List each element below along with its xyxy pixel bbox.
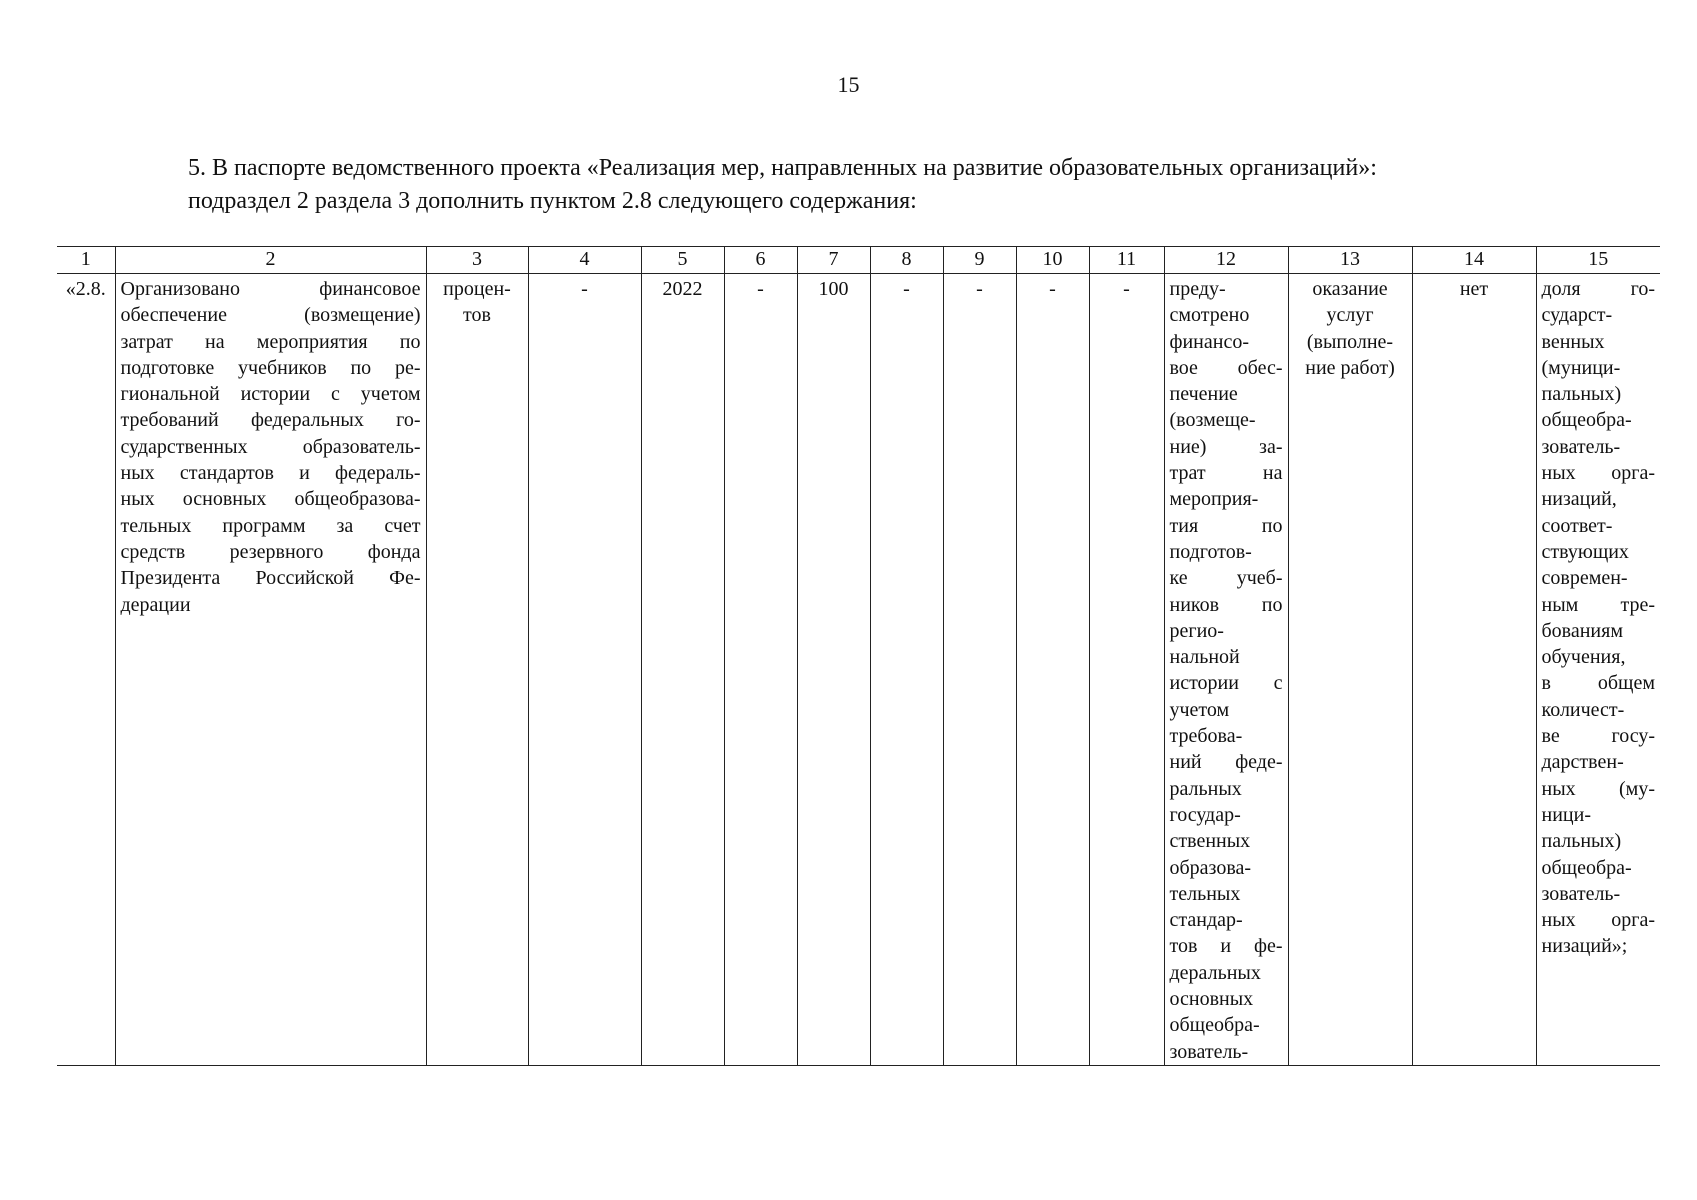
cell-line: затрат на мероприятия по (120, 330, 421, 353)
cell-line: истории с (1169, 672, 1283, 695)
cell-indicator (1536, 274, 1660, 1066)
cell-line: ний феде- (1169, 751, 1283, 774)
cell-line: ве госу- (1541, 725, 1655, 748)
cell-result-type (1288, 274, 1412, 1066)
cell-line: ников по (1169, 593, 1283, 616)
column-header-7: 7 (797, 247, 870, 274)
cell-result-name (115, 274, 426, 1066)
cell-line: оказание (1312, 278, 1388, 300)
column-header-9: 9 (943, 247, 1016, 274)
cell-col10: - (1016, 274, 1089, 1066)
cell-col11: - (1089, 274, 1164, 1066)
cell-col14: нет (1412, 274, 1536, 1066)
column-header-14: 14 (1412, 247, 1536, 274)
cell-line: (выполне- (1306, 330, 1394, 353)
cell-line: ке учеб- (1169, 567, 1283, 590)
cell-line: пальных) (1541, 830, 1622, 853)
cell-value: 100 (797, 274, 870, 1066)
cell-line: мероприя- (1169, 488, 1259, 511)
cell-line: дерации (120, 593, 191, 616)
cell-col6: - (724, 274, 797, 1066)
cell-line: тельных (1169, 882, 1241, 905)
cell-line: сударст- (1541, 304, 1613, 327)
cell-col4: - (528, 274, 641, 1066)
cell-line: обучения, (1541, 646, 1626, 669)
cell-line: тов и фе- (1169, 935, 1283, 958)
cell-line: образова- (1169, 856, 1252, 879)
column-header-8: 8 (870, 247, 943, 274)
cell-line: нальной (1169, 646, 1240, 669)
cell-line: ние) за- (1169, 435, 1283, 458)
cell-line: государ- (1169, 803, 1241, 826)
cell-line: дарствен- (1541, 751, 1624, 774)
cell-description (1164, 274, 1288, 1066)
intro-paragraph (188, 152, 1638, 218)
cell-line: ници- (1541, 803, 1591, 826)
column-header-1: 1 (57, 247, 115, 274)
cell-col9: - (943, 274, 1016, 1066)
cell-line: ральных (1169, 777, 1242, 800)
cell-line: ных орга- (1541, 909, 1655, 932)
cell-line: трат на (1169, 462, 1283, 485)
cell-line: регио- (1169, 619, 1224, 642)
cell-line: ных орга- (1541, 462, 1655, 485)
column-header-15: 15 (1536, 247, 1660, 274)
column-header-13: 13 (1288, 247, 1412, 274)
table-row (57, 274, 1660, 1066)
cell-line: процен- (443, 278, 511, 300)
cell-line: гиональной истории с учетом (120, 383, 421, 406)
page-number: 15 (837, 72, 860, 97)
cell-col8: - (870, 274, 943, 1066)
column-header-6: 6 (724, 247, 797, 274)
table-header-row (57, 247, 1660, 274)
cell-line: обеспечение (возмещение) (120, 304, 421, 327)
cell-line: зователь- (1169, 1040, 1249, 1063)
cell-number: «2.8. (57, 274, 115, 1066)
cell-line: ных (му- (1541, 777, 1655, 800)
cell-line: основных (1169, 988, 1254, 1011)
cell-line: ным тре- (1541, 593, 1655, 616)
intro-line-1: 5. В паспорте ведомственного проекта «Реализация мер, направленных на развитие образовательных организаций»: (188, 155, 1377, 181)
cell-line: общеобра- (1541, 856, 1632, 879)
cell-line: тия по (1169, 514, 1283, 537)
cell-line: сударственных образователь- (120, 435, 421, 458)
cell-line: венных (1541, 330, 1605, 353)
cell-line: ственных (1169, 830, 1251, 853)
cell-line: зователь- (1541, 882, 1621, 905)
cell-line: учетом (1169, 698, 1230, 721)
column-header-4: 4 (528, 247, 641, 274)
cell-line: Президента Российской Фе- (120, 567, 421, 590)
cell-line: услуг (1326, 304, 1374, 327)
project-table (57, 246, 1660, 1066)
cell-line: в общем (1541, 672, 1655, 695)
cell-unit (426, 274, 528, 1066)
cell-line: пальных) (1541, 383, 1622, 406)
cell-line: печение (1169, 383, 1238, 406)
cell-line: ных основных общеобразова- (120, 488, 421, 511)
cell-line: ние работ) (1305, 356, 1395, 379)
column-header-10: 10 (1016, 247, 1089, 274)
column-header-5: 5 (641, 247, 724, 274)
cell-line: подготовке учебников по ре- (120, 356, 421, 379)
cell-line: ствующих (1541, 540, 1629, 563)
column-header-3: 3 (426, 247, 528, 274)
cell-line: Организовано финансовое (120, 278, 421, 300)
cell-line: финансо- (1169, 330, 1249, 353)
cell-line: средств резервного фонда (120, 540, 421, 563)
intro-line-2: подраздел 2 раздела 3 дополнить пунктом 2.8 следующего содержания: (188, 188, 917, 214)
cell-line: требова- (1169, 725, 1243, 748)
cell-line: общеобра- (1169, 1014, 1260, 1037)
cell-line: (возмеще- (1169, 409, 1256, 432)
cell-line: требований федеральных го- (120, 409, 421, 432)
cell-line: вое обес- (1169, 356, 1283, 379)
cell-line: преду- (1169, 278, 1226, 300)
cell-line: стандар- (1169, 909, 1243, 932)
cell-line: тов (463, 304, 491, 327)
cell-line: (муници- (1541, 356, 1621, 379)
cell-line: низаций»; (1541, 935, 1628, 958)
column-header-12: 12 (1164, 247, 1288, 274)
cell-line: доля го- (1541, 278, 1655, 300)
cell-line: тельных программ за счет (120, 514, 421, 537)
cell-line: смотрено (1169, 304, 1250, 327)
cell-line: соответ- (1541, 514, 1613, 537)
column-header-2: 2 (115, 247, 426, 274)
cell-line: современ- (1541, 567, 1628, 590)
cell-line: подготов- (1169, 540, 1252, 563)
cell-line: общеобра- (1541, 409, 1632, 432)
cell-line: количест- (1541, 698, 1625, 721)
cell-line: бованиям (1541, 619, 1623, 642)
cell-line: деральных (1169, 961, 1261, 984)
cell-line: зователь- (1541, 435, 1621, 458)
cell-line: ных стандартов и федераль- (120, 462, 421, 485)
column-header-11: 11 (1089, 247, 1164, 274)
cell-year: 2022 (641, 274, 724, 1066)
cell-line: низаций, (1541, 488, 1617, 511)
